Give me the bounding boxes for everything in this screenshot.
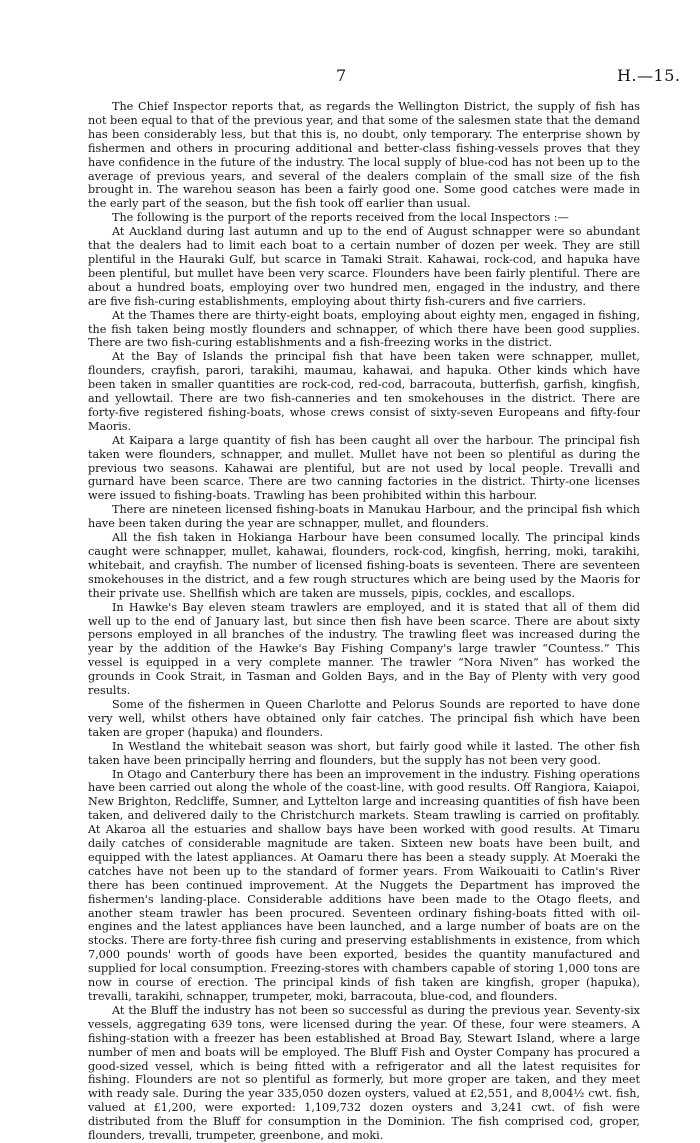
report-body [88,100,640,1143]
page-number: 7 [336,66,347,85]
paragraph-otago-canterbury: In Otago and Canterbury there has been an improvement in the industry. Fishing operations have been carried out along the whole of the coast-line, with good results. Off Rangiora, Kaiapoi, New Brighton, Redcliffe, Sumner, and Lyttelton large and increasing quantities of fish have been taken, and delivered daily to the Christchurch markets. Steam trawling is carried on profitably. At Akaroa all the estuaries and shallow bays have been worked with good results. At Timaru daily catches of considerable magnitude are taken. Sixteen new boats have been built, and equipped with the latest appliances. At Oamaru there has been a steady supply. At Moeraki the catches have not been up to the standard of former years. From Waikouaiti to Catlin's River there has been continued improvement. At the Nuggets the Department has improved the fishermen's landing-place. Considerable additions have been made to the Otago fleets, and another steam trawler has been procured. Seventeen ordinary fishing-boats fitted with oil-engines and the latest appliances have been launched, and a large number of boats are on the stocks. There are forty-three fish curing and preserving establishments in existence, from which 7,000 pounds' worth of goods have been exported, besides the quantity manufactured and supplied for local consumption. Freezing-stores with chambers capable of storing 1,000 tons are now in course of erection. The principal kinds of fish taken are kingfish, groper (hapuka), trevalli, tarakihi, schnapper, trumpeter, moki, barracouta, blue-cod, and flounders. [88,767,640,1003]
paragraph-thames: At the Thames there are thirty-eight boats, employing about eighty men, engaged in fishing, the fish taken being mostly flounders and schnapper, of which there have been good supplies. There are two fish-curing establishments and a fish-freezing works in the district. [88,308,640,350]
paragraph-kaipara: At Kaipara a large quantity of fish has been caught all over the harbour. The principal fish taken were flounders, schnapper, and mullet. Mullet have not been so plentiful as during the previous two seasons. Kahawai are plentiful, but are not used by local people. Trevalli and gurnard have been scarce. There are two canning factories in the district. Thirty-one licenses were issued to fishing-boats. Trawling has been prohibited within this harbour. [88,433,640,503]
document-reference: H.—15. [617,66,681,85]
paragraph-hawkes-bay: In Hawke's Bay eleven steam trawlers are employed, and it is stated that all of them did well up to the end of January last, but since then fish have been scarce. There are about sixty persons employed in all branches of the industry. The trawling fleet was increased during the year by the addition of the Hawke's Bay Fishing Company's large trawler “Countess.” This vessel is equipped in a very complete manner. The trawler “Nora Niven” has worked the grounds in Cook Strait, in Tasman and Golden Bays, and in the Bay of Plenty with very good results. [88,600,640,698]
paragraph-bluff: At the Bluff the industry has not been so successful as during the previous year. Seventy-six vessels, aggregating 639 tons, were licensed during the year. Of these, four were steamers. A fishing-station with a freezer has been established at Broad Bay, Stewart Island, where a large number of men and boats will be employed. The Bluff Fish and Oyster Company has procured a good-sized vessel, which is being fitted with a refrigerator and all the latest requisites for fishing. Flounders are not so plentiful as formerly, but more groper are taken, and they meet with ready sale. During the year 335,050 dozen oysters, valued at £2,551, and 8,004½ cwt. fish, valued at £1,200, were exported: 1,109,732 dozen oysters and 3,241 cwt. of fish were distributed from the Bluff for consumption in the Dominion. The fish comprised cod, groper, flounders, trevalli, trumpeter, greenbone, and moki. [88,1003,640,1143]
paragraph-hokianga: All the fish taken in Hokianga Harbour have been consumed locally. The principal kinds caught were schnapper, mullet, kahawai, flounders, rock-cod, kingfish, herring, moki, tarakihi, whitebait, and crayfish. The number of licensed fishing-boats is seventeen. There are seventeen smokehouses in the district, and a few rough structures which are being used by the Maoris for their private use. Shellfish which are taken are mussels, pipis, cockles, and escallops. [88,531,640,600]
paragraph-sounds: Some of the fishermen in Queen Charlotte and Pelorus Sounds are reported to have done very well, whilst others have obtained only fair catches. The principal fish which have been taken are groper (hapuka) and flounders. [88,697,640,739]
paragraph-wellington: The Chief Inspector reports that, as regards the Wellington District, the supply of fish has not been equal to that of the previous year, and that some of the salesmen state that the demand has been considerably less, but that this is, no doubt, only temporary. The enterprise shown by fishermen and others in procuring additional and better-class fishing-vessels proves that they have confidence in the future of the industry. The local supply of blue-cod has not been up to the average of previous years, and several of the dealers complain of the small size of the fish brought in. The warehou season has been a fairly good one. Some good catches were made in the early part of the season, but the fish took off earlier than usual. [88,100,640,211]
paragraph-intro-reports: The following is the purport of the reports received from the local Inspectors :— [112,211,569,225]
paragraph-bay-of-islands: At the Bay of Islands the principal fish that have been taken were schnapper, mullet, flounders, crayfish, parori, tarakihi, maumau, kahawai, and hapuka. Other kinds which have been taken in smaller quantities are rock-cod, red-cod, barracouta, butterfish, garfish, kingfish, and yellowtail. There are two fish-canneries and ten smokehouses in the district. There are forty-five registered fishing-boats, whose crews consist of sixty-seven Europeans and fifty-four Maoris. [88,350,640,433]
paragraph-manukau: There are nineteen licensed fishing-boats in Manukau Harbour, and the principal fish which have been taken during the year are schnapper, mullet, and flounders. [88,503,640,531]
paragraph-westland: In Westland the whitebait season was short, but fairly good while it lasted. The other fish taken have been principally herring and flounders, but the supply has not been very good. [88,739,640,767]
paragraph-auckland: At Auckland during last autumn and up to the end of August schnapper were so abundant that the dealers had to limit each boat to a certain number of dozen per week. They are still plentiful in the Hauraki Gulf, but scarce in Tamaki Strait. Kahawai, rock-cod, and hapuka have been plentiful, but mullet have been very scarce. Flounders have been fairly plentiful. There are about a hundred boats, employing over two hundred men, engaged in the industry, and there are five fish-curing establishments, employing about thirty fish-curers and five carriers. [88,225,640,308]
